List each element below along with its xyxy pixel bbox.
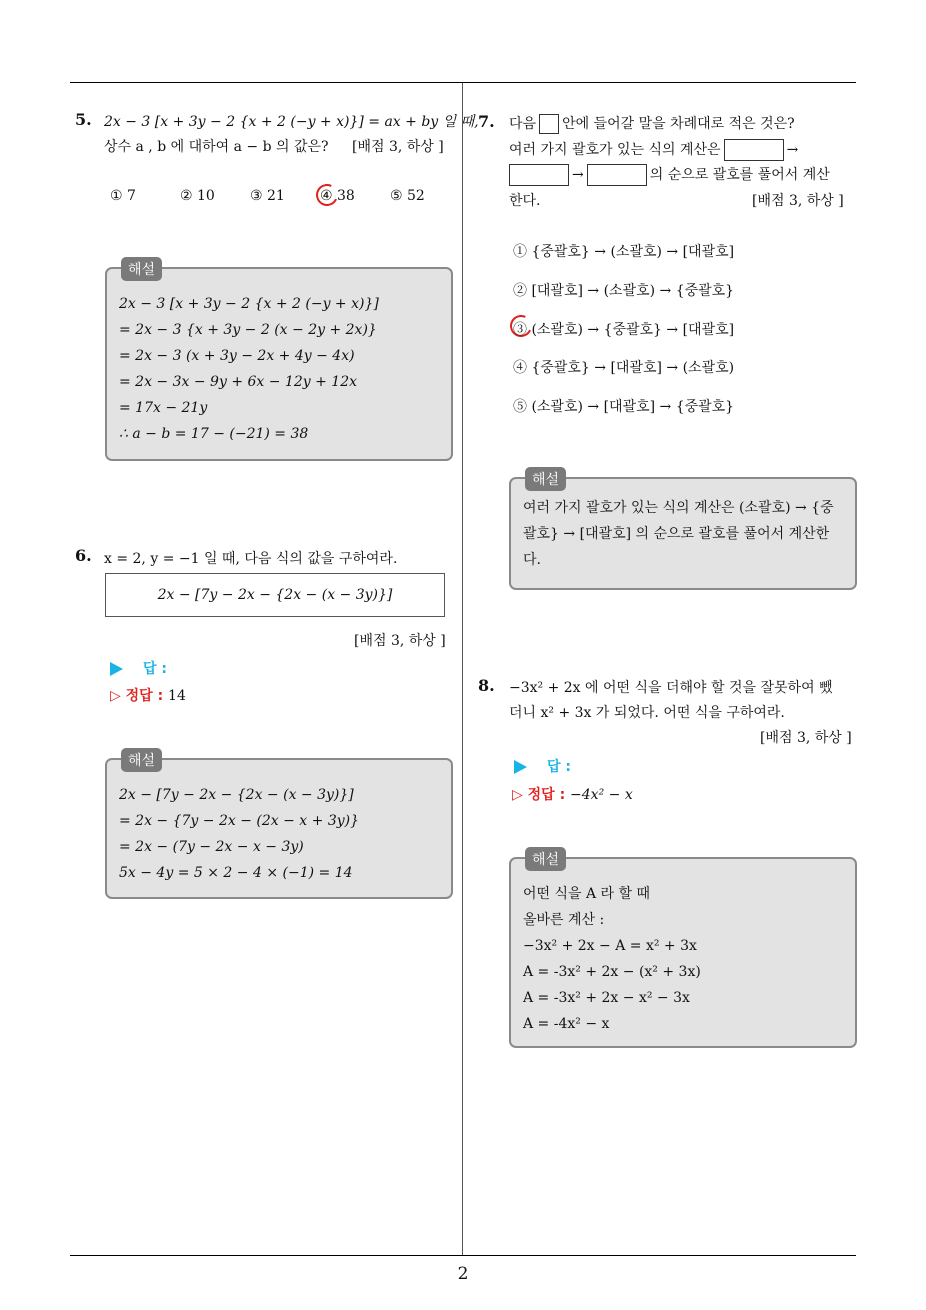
q5-line1: 2x − 3 [x + 3y − 2 {x + 2 (−y + x)}] = ax + by 일 때,	[104, 114, 479, 130]
q5-solution-tag: 해설	[121, 257, 162, 281]
q5-solution-box	[105, 262, 453, 461]
q6-correct-row	[110, 685, 186, 705]
q5-number: 5.	[75, 110, 92, 129]
q6-solution-line: 2x − [7y − 2x − {2x − (x − 3y)}]	[119, 787, 354, 803]
q5-solution-line: 2x − 3 [x + 3y − 2 {x + 2 (−y + x)}]	[119, 296, 379, 312]
q7-blank-2[interactable]	[509, 164, 569, 186]
q6-solution-line: 5x − 4y = 5 × 2 − 4 × (−1) = 14	[119, 865, 353, 881]
q7-blank-1[interactable]	[724, 139, 784, 161]
q8-solution-line: A = -3x² + 2x − x² − 3x	[523, 990, 690, 1006]
q7-choice-4[interactable]: ④ {중괄호} → [대괄호] → (소괄호)	[513, 360, 735, 376]
q8-score: [배점 3, 하상 ]	[760, 730, 852, 746]
q6-expression-box: 2x − [7y − 2x − {2x − (x − 3y)}]	[105, 573, 445, 617]
q7-choice-3[interactable]: ③ (소괄호) → {중괄호} → [대괄호]	[513, 322, 735, 338]
q8-correct-label: ▷ 정답 :	[512, 787, 566, 803]
q5-score: [배점 3, 하상 ]	[352, 139, 444, 155]
q5-line2: 상수 a , b 에 대하여 a − b 의 값은?	[104, 139, 329, 155]
q7-line2	[509, 139, 798, 161]
top-rule	[70, 82, 856, 83]
bottom-rule	[70, 1255, 856, 1256]
q7-choice-2[interactable]: ② [대괄호] → (소괄호) → {중괄호}	[513, 283, 735, 299]
q8-solution-line: 올바른 계산 :	[523, 912, 605, 928]
q8-correct-row	[512, 784, 633, 804]
play-triangle-icon	[514, 760, 527, 774]
q8-solution-tag: 해설	[525, 847, 566, 871]
play-triangle-icon	[110, 662, 123, 676]
q6-solution-line: = 2x − (7y − 2x − x − 3y)	[119, 839, 304, 855]
q7-line4: 한다.	[509, 193, 541, 209]
q8-solution-box	[509, 852, 857, 1048]
q6-solution-line: = 2x − {7y − 2x − (2x − x + 3y)}	[119, 813, 360, 829]
q8-answer-row	[514, 756, 571, 776]
q7-choice-5[interactable]: ⑤ (소괄호) → [대괄호] → {중괄호}	[513, 399, 735, 415]
q5-solution-line: = 2x − 3 {x + 3y − 2 (x − 2y + 2x)}	[119, 322, 377, 338]
q8-line2: 더니 x² + 3x 가 되었다. 어떤 식을 구하여라.	[509, 705, 785, 721]
arrow-icon: →	[786, 142, 799, 158]
q8-answer-label: 답 :	[547, 759, 571, 775]
q7-line1	[509, 113, 795, 134]
q5-choice-1[interactable]: ① 7	[110, 188, 136, 204]
q6-answer-row	[110, 658, 167, 678]
q5-solution-line: = 2x − 3x − 9y + 6x − 12y + 12x	[119, 374, 357, 390]
q7-line1-end: 안에 들어갈 말을 차례대로 적은 것은?	[562, 116, 795, 132]
q5-choice-4[interactable]: ④ 38	[320, 188, 355, 204]
q8-line1: −3x² + 2x 에 어떤 식을 더해야 할 것을 잘못하여 뺐	[509, 680, 833, 696]
q7-choice-1[interactable]: ① {중괄호} → (소괄호) → [대괄호]	[513, 244, 735, 260]
q5-choice-5[interactable]: ⑤ 52	[390, 188, 425, 204]
q5-solution-line: = 17x − 21y	[119, 400, 208, 416]
q7-solution-box	[509, 472, 857, 590]
q7-solution-text: 여러 가지 괄호가 있는 식의 계산은 (소괄호) → {중괄호} → [대괄호] 의 순으로 괄호를 풀어서 계산한다.	[523, 500, 834, 568]
q6-number: 6.	[75, 546, 92, 565]
q7-score: [배점 3, 하상 ]	[752, 193, 844, 209]
q5-solution-line: = 2x − 3 (x + 3y − 2x + 4y − 4x)	[119, 348, 355, 364]
q6-correct-label: ▷ 정답 :	[110, 688, 164, 704]
arrow-icon: →	[572, 167, 584, 183]
q7-solution-tag: 해설	[525, 467, 566, 491]
q8-number: 8.	[478, 676, 495, 695]
q6-line1: x = 2, y = −1 일 때, 다음 식의 값을 구하여라.	[104, 551, 398, 567]
q6-solution-tag: 해설	[121, 748, 162, 772]
q5-solution-line: ∴ a − b = 17 − (−21) = 38	[119, 426, 309, 442]
q7-line3-text: 의 순으로 괄호를 풀어서 계산	[649, 167, 830, 183]
q7-line3	[506, 164, 830, 186]
q7-number: 7.	[478, 112, 495, 131]
q7-blank-example	[539, 114, 559, 134]
column-divider	[462, 83, 463, 1255]
q6-correct-value: 14	[168, 688, 186, 704]
q7-blank-3[interactable]	[587, 164, 647, 186]
q5-choice-3[interactable]: ③ 21	[250, 188, 285, 204]
q8-solution-line: A = -3x² + 2x − (x² + 3x)	[523, 964, 701, 980]
q6-answer-label: 답 :	[143, 661, 167, 677]
q8-solution-line: 어떤 식을 A 라 할 때	[523, 886, 651, 902]
q7-line1-start: 다음	[509, 116, 537, 132]
q5-choice-2[interactable]: ② 10	[180, 188, 215, 204]
q6-score: [배점 3, 하상 ]	[354, 633, 446, 649]
q8-solution-line: −3x² + 2x − A = x² + 3x	[523, 938, 697, 954]
q8-solution-line: A = -4x² − x	[523, 1016, 610, 1032]
q7-line2-text: 여러 가지 괄호가 있는 식의 계산은	[509, 142, 721, 158]
q8-correct-value: −4x² − x	[570, 787, 633, 803]
q6-solution-box	[105, 753, 453, 899]
page-number: 2	[457, 1264, 469, 1284]
